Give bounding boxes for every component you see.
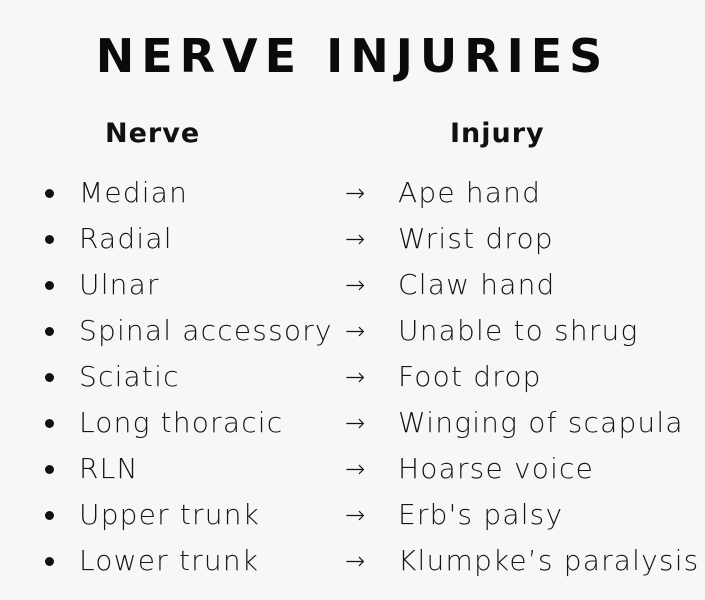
nerve-name: Spinal accessory [79,314,333,347]
list-item [0,538,705,584]
page-title: NERVE INJURIES [95,29,610,83]
list-item [0,216,705,262]
column-header-injury: Injury [450,118,545,149]
bullet-icon [45,327,54,336]
injury-name: Erb's palsy [398,498,564,531]
list-item [0,262,705,308]
arrow-icon: → [345,363,366,391]
bullet-icon [45,419,54,428]
bullet-icon [45,511,54,520]
bullet-icon [45,557,54,566]
column-header-nerve: Nerve [105,118,201,149]
arrow-icon: → [345,317,366,345]
bullet-icon [45,465,54,474]
list-item [0,354,705,400]
injury-name: Hoarse voice [398,452,595,485]
injury-name: Klumpke’s paralysis [398,544,700,577]
bullet-icon [45,189,54,198]
nerve-name: Long thoracic [79,406,284,439]
arrow-icon: → [345,409,366,437]
injury-name: Ape hand [398,176,542,209]
injury-name: Claw hand [398,268,556,301]
arrow-icon: → [345,547,366,575]
nerve-name: Lower trunk [79,544,260,577]
arrow-icon: → [345,455,366,483]
bullet-icon [45,281,54,290]
arrow-icon: → [345,179,366,207]
arrow-icon: → [345,501,366,529]
bullet-icon [45,235,54,244]
nerve-name: Radial [79,222,173,255]
injury-name: Foot drop [398,360,542,393]
list-item [0,170,705,216]
nerve-name: Median [79,176,189,209]
list-item [0,308,705,354]
arrow-icon: → [345,271,366,299]
nerve-name: RLN [79,452,139,485]
nerve-name: Sciatic [79,360,180,393]
injury-name: Wrist drop [398,222,554,255]
list-item [0,492,705,538]
nerve-name: Upper trunk [79,498,261,531]
bullet-icon [45,373,54,382]
nerve-name: Ulnar [79,268,160,301]
list-item [0,446,705,492]
nerve-injury-list [0,170,705,584]
arrow-icon: → [345,225,366,253]
injury-name: Winging of scapula [398,406,684,439]
list-item [0,400,705,446]
injury-name: Unable to shrug [398,314,639,347]
